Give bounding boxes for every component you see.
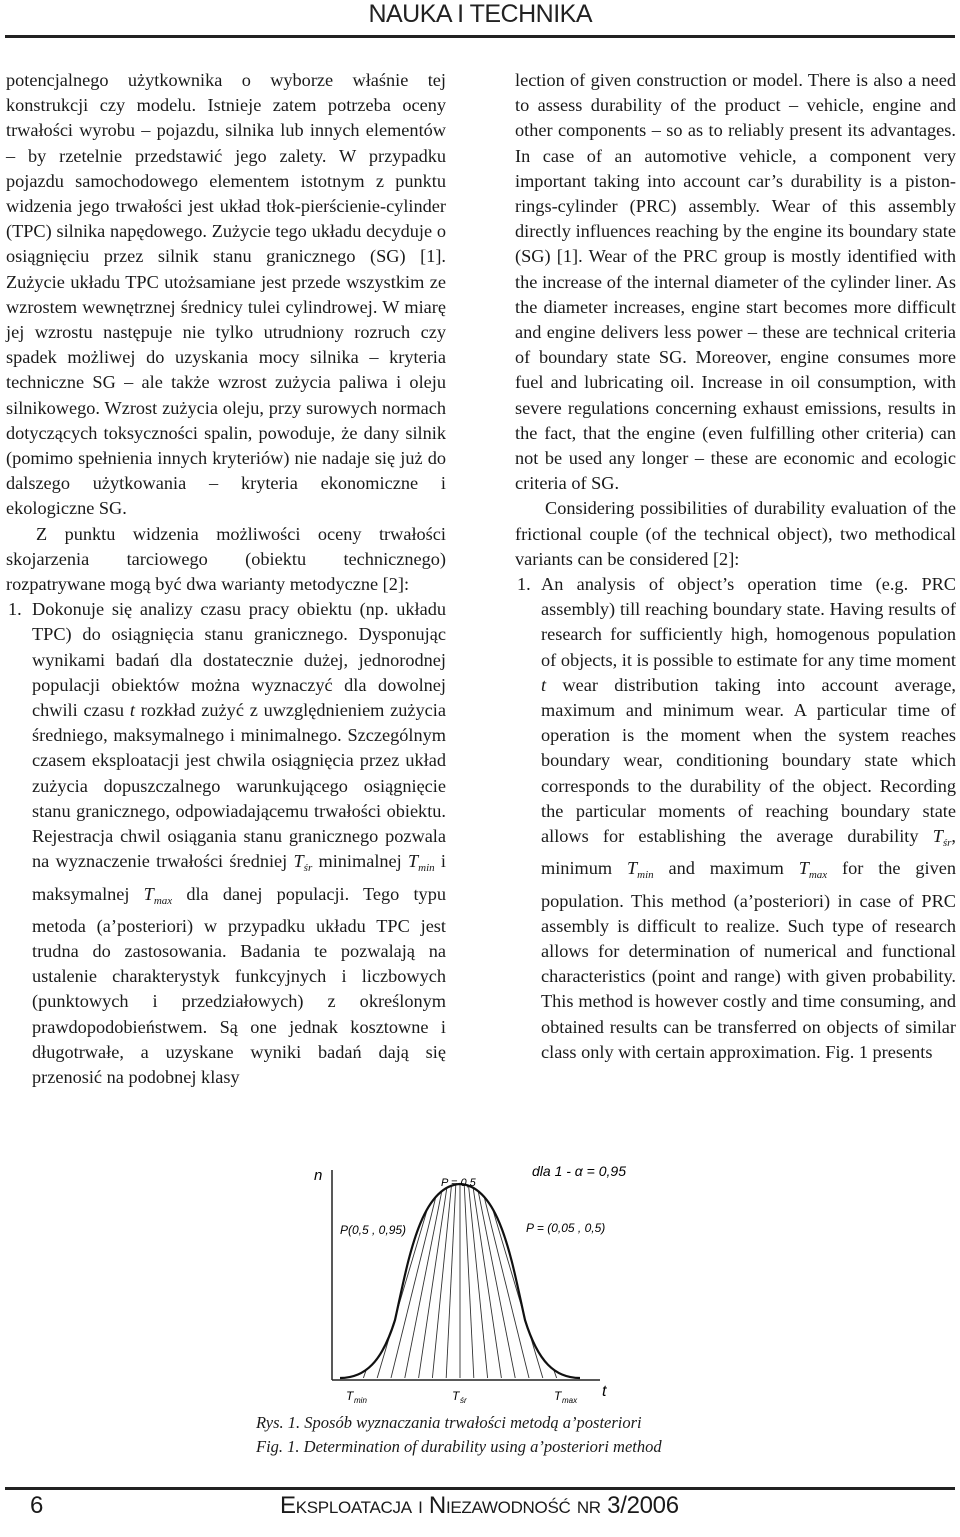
symbol-T-sr: T (932, 826, 943, 847)
word-min: minimalnej (318, 851, 402, 872)
header-rule (5, 35, 955, 38)
list-text-c: for the given population. This method (a’posteriori) in case of PRC assembly is difficult to realize. Such type of research allows for determination of numerical and functional characteristics (point and range) with given probability. This method is however costly and time consuming, and obtained results can be transferred on objects of similar class only with certain approximation. Fig. 1 presents (541, 858, 956, 1062)
right-paragraph-2: Considering possibilities of durability evaluation of the frictional couple (of the technical object), two methodical variants can be considered [2]: (515, 498, 956, 569)
svg-text:śr: śr (460, 1396, 467, 1405)
right-list-item-1 (515, 572, 956, 1065)
top-probability-label: P = 0,5 (441, 1177, 476, 1189)
hatch-line (292, 1180, 412, 1382)
hatch-line (468, 1180, 488, 1382)
hatch-line (504, 1180, 614, 1382)
hatch-line (480, 1180, 530, 1382)
word-min: , minimum (541, 826, 956, 879)
hatch-line (446, 1180, 456, 1382)
symbol-T-min: T (626, 858, 638, 879)
hatched-area (292, 1180, 628, 1382)
hatch-line (334, 1180, 424, 1382)
left-column (6, 68, 446, 1090)
caption-en: Fig. 1. Determination of durability using a’posteriori method (256, 1437, 662, 1456)
svg-text:T: T (452, 1389, 460, 1403)
subscript-min: min (637, 869, 654, 882)
hatch-line (432, 1180, 452, 1382)
word-max: i maksymalnej (32, 851, 447, 904)
hatch-line (476, 1180, 516, 1382)
tick-T-sr (452, 1389, 467, 1405)
hatch-line (348, 1180, 428, 1382)
confidence-label: dla 1 - α = 0,95 (532, 1163, 626, 1179)
subscript-sr: śr (942, 837, 952, 850)
time-symbol: t (129, 700, 135, 721)
symbol-T-sr: T (293, 851, 304, 872)
left-list-item-1 (6, 597, 446, 1090)
running-head: NAUKA I TECHNIKA (368, 0, 592, 28)
tick-T-min (346, 1389, 367, 1405)
hatch-line (404, 1180, 444, 1382)
svg-text:T: T (554, 1389, 562, 1403)
list-number: 1. (517, 574, 531, 595)
left-quantile-label: P(0,5 , 0,95) (340, 1223, 407, 1237)
hatch-line (320, 1180, 420, 1382)
y-axis-label: n (314, 1167, 323, 1184)
left-paragraph-1: potencjalnego użytkownika o wyborze właśnie tej konstrukcji czy modelu. Istnieje zatem potrzeba oceny trwałości wyrobu – pojazdu, silnika lub innych elementów – by rzetelnie przedstawić jego zalety. W przypadku pojazdu samochodowego elementem istotnym z punktu widzenia jego trwałości jest układ tłok-pierścienie-cylinder (TPC) silnika napędowego. Zużycie tego układu decyduje o osiągnięciu przez silnik stanu granicznego (SG) [1]. Zużycie układu TPC utożsamiane jest przede wszystkim ze wzrostem wewnętrznej średnicy tulei cylindrowej. W miarę jej wzrostu następuje nie tylko utrudniony rozruch czy spadek możliwej do uzyskania mocy silnika – kryteria techniczne SG – ale także wzrost zużycia paliwa i oleju silnikowego. Wzrost zużycia oleju, przy surowych normach dotyczących toksyczności spalin, powoduje, że dany silnik (pomimo spełnienia innych kryteriów) nie nadaje się już do dalszego użytkowania – kryteria ekonomiczne i ekologiczne SG. (6, 70, 446, 519)
tick-T-max (554, 1389, 578, 1405)
left-paragraph-2: Z punktu widzenia możliwości oceny trwałości skojarzenia tarciowego (obiektu technicznego) rozpatrywane mogą być dwa warianty metodyczne [2]: (6, 523, 446, 595)
right-quantile-label: P = (0,05 , 0,5) (526, 1221, 606, 1235)
x-axis-label: t (602, 1383, 607, 1400)
list-text-b: wear distribution taking into account average, maximum and minimum wear. A particular time of operation is the moment when the system reaches boundary wear, conditioning boundary state which corresponds to the durability of the object. Recording the particular moments of reaching boundary state allows for establishing the average durability (541, 674, 957, 847)
hatch-line (496, 1180, 586, 1382)
hatch-line (418, 1180, 448, 1382)
distribution-diagram (250, 1150, 710, 1410)
list-text-a: An analysis of object’s operation time (e.g. PRC assembly) till reaching boundary state. Having results of research for sufficiently high, homogenous population of objects, it is possible to estimate for any time moment (541, 574, 956, 670)
svg-text:T: T (346, 1389, 354, 1403)
svg-text:min: min (354, 1396, 367, 1405)
symbol-T-min: T (408, 851, 419, 872)
hatch-line (508, 1180, 628, 1382)
right-paragraph-1: lection of given construction or model. There is also a need to assess durability of the product – vehicle, engine and other components – so as to reliably present its advantages. In case of an automotive vehicle, a component very important taking into account car’s durability is a piston-rings-cylinder (PRC) assembly. Wear of this assembly directly influences reaching by the engine its boundary state (SG) [1]. Wear of the PRC group is mostly identified with the increase of the internal diameter of the cylinder liner. As the diameter increases, engine start becomes more difficult and engine delivers less power – these are technical criteria of boundary state SG. Moreover, engine consumes more fuel and lubricating oil. Increase in oil consumption, with severe regulations concerning exhaust emissions, results in the fact, that the engine (even fulfilling other criteria) can not be used any longer – these are economic and ecologic criteria of SG. (515, 70, 956, 494)
right-column (515, 68, 956, 1065)
hatch-line (492, 1180, 572, 1382)
figure-1 (250, 1150, 710, 1410)
caption-pl: Rys. 1. Sposób wyznaczania trwałości metodą a’posteriori (256, 1413, 642, 1432)
subscript-max: max (153, 894, 173, 907)
footer-rule (5, 1487, 955, 1490)
symbol-T-max: T (798, 858, 809, 879)
page-number: 6 (30, 1492, 44, 1519)
journal-title: Eksploatacja i Niezawodność nr 3/2006 (280, 1492, 679, 1519)
hatch-line (362, 1180, 432, 1382)
word-max: and maximum (668, 858, 784, 879)
subscript-sr: śr (303, 862, 313, 875)
list-text-b: rozkład zużyć z uwzględnieniem zużycia średniego, maksymalnego i minimalnego. Szczególnym czasem eksploatacji jest chwila osiągnięcia przez układ zużycia dopuszczalnego warunkującego osiągnięcie stanu granicznego, odpowiadającemu trwałości obiektu. Rejestracja chwil osiągania stanu granicznego pozwala na wyznaczenie trwałości średniej (32, 700, 446, 872)
subscript-max: max (808, 869, 828, 882)
list-number: 1. (8, 599, 22, 620)
hatch-line (488, 1180, 558, 1382)
hatch-line (500, 1180, 600, 1382)
svg-text:max: max (562, 1396, 578, 1405)
hatch-line (390, 1180, 440, 1382)
symbol-T-max: T (143, 883, 154, 904)
hatch-line (464, 1180, 474, 1382)
list-text-a: Dokonuje się analizy czasu pracy obiektu (np. układu TPC) do osiągnięcia stanu granicznego. Dysponując wynikami badań dla dostatecznie dużej, jednorodnej populacji obiektów można wyznaczyć dla dowolnej chwili czasu (32, 599, 446, 721)
time-symbol: t (541, 674, 547, 695)
hatch-line (306, 1180, 416, 1382)
list-text-c: dla danej populacji. Tego typu metoda (a’posteriori) w przypadku układu TPC jest trudna do zastosowania. Badania te pozwalają na ustalenie charakterystyk funkcyjnych i liczbowych (punktowych i przedziałowych) z określonym prawdopodobieństwem. Są one jednak kosztowne i długotrwałe, a uzyskane wyniki badań dają się przenosić na podobnej klasy (32, 883, 446, 1087)
hatch-line (472, 1180, 502, 1382)
subscript-min: min (418, 862, 435, 875)
